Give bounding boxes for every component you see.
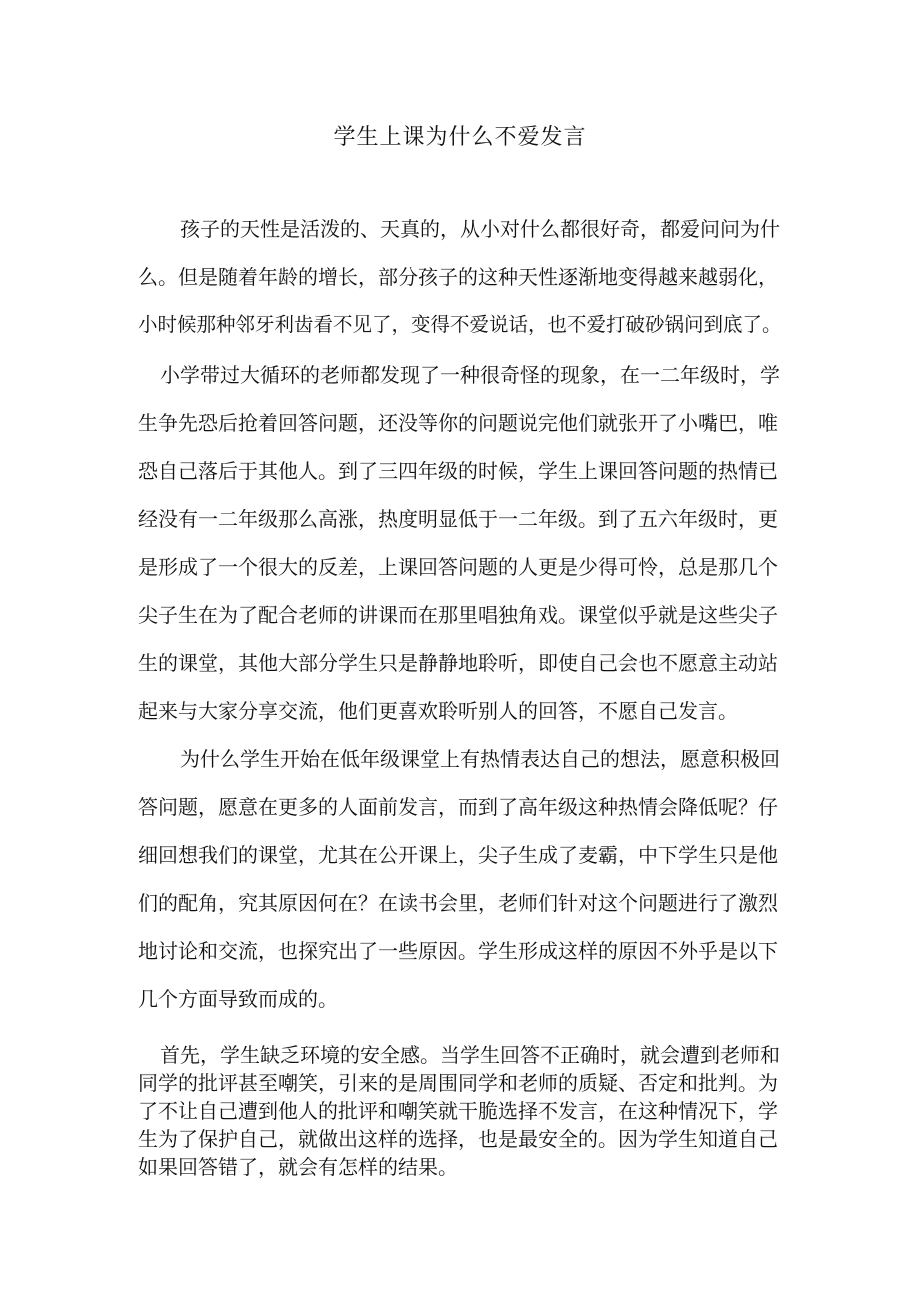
paragraph-4-line-4: 生为了保护自己，就做出这样的选择，也是最安全的。因为学生知道自己 [138,1127,778,1151]
paragraph-2-line-7: 生的课堂，其他大部分学生只是静静地聆听，即使自己会也不愿意主动站 [138,651,778,675]
paragraph-1-line-2: 么。但是随着年龄的增长，部分孩子的这种天性逐渐地变得越来越弱化， [138,265,778,289]
paragraph-2-line-4: 经没有一二年级那么高涨，热度明显低于一二年级。到了五六年级时，更 [138,507,778,531]
paragraph-2-line-6: 尖子生在为了配合老师的讲课而在那里唱独角戏。课堂似乎就是这些尖子 [138,603,778,627]
paragraph-3-line-2: 答问题，愿意在更多的人面前发言，而到了高年级这种热情会降低呢？仔 [138,795,778,819]
paragraph-3-line-1: 为什么学生开始在低年级课堂上有热情表达自己的想法，愿意积极回 [180,747,780,771]
paragraph-3-line-3: 细回想我们的课堂，尤其在公开课上，尖子生成了麦霸，中下学生只是他 [138,843,778,867]
paragraph-2-line-3: 恐自己落后于其他人。到了三四年级的时候，学生上课回答问题的热情已 [138,459,778,483]
paragraph-2-line-8: 起来与大家分享交流，他们更喜欢聆听别人的回答，不愿自己发言。 [138,699,738,723]
paragraph-3-line-6: 几个方面导致而成的。 [138,987,338,1011]
paragraph-2-line-2: 生争先恐后抢着回答问题，还没等你的问题说完他们就张开了小嘴巴，唯 [138,411,778,435]
paragraph-1-line-1: 孩子的天性是活泼的、天真的，从小对什么都很好奇，都爱问问为什 [180,217,780,241]
paragraph-3-line-4: 们的配角，究其原因何在？在读书会里，老师们针对这个问题进行了激烈 [138,891,778,915]
paragraph-4-line-1: 首先，学生缺乏环境的安全感。当学生回答不正确时，就会遭到老师和 [160,1043,780,1067]
paragraph-1-line-3: 小时候那种邻牙利齿看不见了，变得不爱说话，也不爱打破砂锅问到底了。 [138,313,782,336]
paragraph-3-line-5: 地讨论和交流，也探究出了一些原因。学生形成这样的原因不外乎是以下 [138,939,778,963]
paragraph-4-line-5: 如果回答错了，就会有怎样的结果。 [138,1155,458,1179]
paragraph-2-line-1: 小学带过大循环的老师都发现了一种很奇怪的现象，在一二年级时，学 [160,363,780,387]
paragraph-2-line-5: 是形成了一个很大的反差，上课回答问题的人更是少得可怜，总是那几个 [138,555,778,579]
page-title: 学生上课为什么不爱发言 [333,125,587,150]
paragraph-4-line-2: 同学的批评甚至嘲笑，引来的是周围同学和老师的质疑、否定和批判。为 [138,1071,778,1095]
paragraph-4-line-3: 了不让自己遭到他人的批评和嘲笑就干脆选择不发言，在这种情况下，学 [138,1099,778,1123]
